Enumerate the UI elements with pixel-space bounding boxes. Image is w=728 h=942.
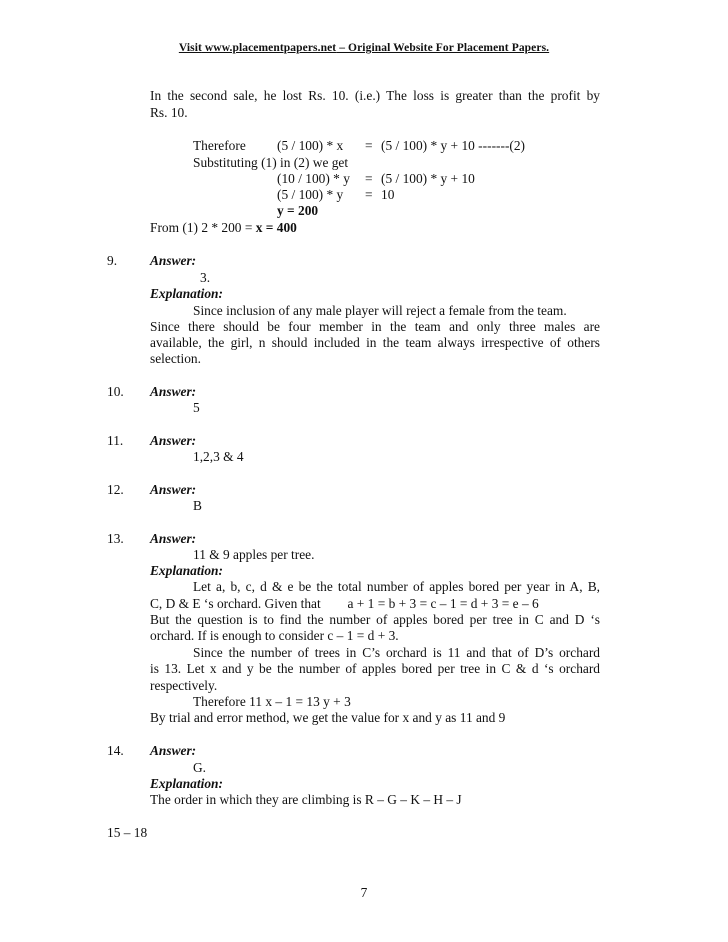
- result-y: y = 200: [277, 203, 319, 218]
- result-x: x = 400: [255, 220, 297, 235]
- q13-exp-line-8: Therefore 11 x – 1 = 13 y + 3: [193, 694, 351, 709]
- q11-number: 11.: [107, 433, 124, 448]
- eq3-op: =: [365, 187, 373, 202]
- q9-answer: 3.: [200, 270, 211, 285]
- q13-exp-line-2: C, D & E ‘s orchard. Given that a + 1 = b + 3 = c – 1 = d + 3 = e – 6: [150, 596, 539, 611]
- q12-answer-label: Answer:: [150, 482, 197, 497]
- q12-number: 12.: [107, 482, 124, 497]
- from-prefix: From (1) 2 * 200 =: [150, 220, 256, 235]
- q11-answer-label: Answer:: [150, 433, 197, 448]
- eq2-lhs: (10 / 100) * y: [277, 171, 350, 186]
- q13-exp-line-9: By trial and error method, we get the value for x and y as 11 and 9: [150, 710, 506, 725]
- q9-explanation-label: Explanation:: [150, 286, 223, 301]
- q9-exp-line-4: selection.: [150, 351, 201, 366]
- q9-exp-line-1: Since inclusion of any male player will reject a female from the team.: [193, 303, 567, 318]
- substituting-text: Substituting (1) in (2) we get: [193, 155, 349, 170]
- q14-exp-line-1: The order in which they are climbing is R – G – K – H – J: [150, 792, 462, 807]
- q13-exp-line-3: But the question is to find the number of apples bored per tree in C and D ‘s: [150, 612, 600, 627]
- q9-exp-line-3: available, the girl, n should included in the team always irrespective of others: [150, 335, 600, 350]
- q14-answer-label: Answer:: [150, 743, 197, 758]
- eq3-lhs: (5 / 100) * y: [277, 187, 344, 202]
- q9-exp-line-2: Since there should be four member in the team and only three males are: [150, 319, 600, 334]
- q13-explanation-label: Explanation:: [150, 563, 223, 578]
- eq1-lhs: (5 / 100) * x: [277, 138, 344, 153]
- q10-answer-label: Answer:: [150, 384, 197, 399]
- page-header: [0, 40, 728, 57]
- q13-exp-line-5: Since the number of trees in C’s orchard is 11 and that of D’s orchard: [193, 645, 600, 660]
- intro-line-2: Rs. 10.: [150, 105, 188, 120]
- eq3-rhs: 10: [381, 187, 395, 202]
- q10-answer: 5: [193, 400, 200, 415]
- page-number: 7: [360, 885, 368, 900]
- q12-answer: B: [193, 498, 202, 513]
- from-line: [150, 219, 297, 236]
- q14-number: 14.: [107, 743, 124, 758]
- q15-18-number: 15 – 18: [107, 825, 148, 840]
- intro-line-1: In the second sale, he lost Rs. 10. (i.e.) The loss is greater than the profit by: [150, 88, 600, 103]
- q9-answer-label: Answer:: [150, 253, 197, 268]
- eq1-op: =: [365, 138, 373, 153]
- header-visit: Visit: [178, 42, 202, 54]
- eq2-rhs: (5 / 100) * y + 10: [381, 171, 475, 186]
- eq1-rhs: (5 / 100) * y + 10 -------(2): [381, 138, 526, 153]
- q13-number: 13.: [107, 531, 124, 546]
- q13-answer: 11 & 9 apples per tree.: [193, 547, 315, 562]
- q13-exp-line-1: Let a, b, c, d & e be the total number of apples bored per year in A, B,: [193, 579, 600, 594]
- header-tagline: – Original Website For Placement Papers.: [336, 42, 550, 54]
- q14-explanation-label: Explanation:: [150, 776, 223, 791]
- therefore-label: Therefore: [193, 138, 246, 153]
- q10-number: 10.: [107, 384, 124, 399]
- q13-exp-line-4: orchard. If is enough to consider c – 1 = d + 3.: [150, 628, 399, 643]
- q13-exp-line-6: is 13. Let x and y be the number of apples bored per tree in C & d ‘s orchard: [150, 661, 600, 676]
- q13-exp-line-7: respectively.: [150, 678, 218, 693]
- q11-answer: 1,2,3 & 4: [193, 449, 244, 464]
- eq2-op: =: [365, 171, 373, 186]
- q14-answer: G.: [193, 760, 207, 775]
- q13-answer-label: Answer:: [150, 531, 197, 546]
- header-site-link[interactable]: www.placementpapers.net: [201, 42, 337, 54]
- q9-number: 9.: [107, 253, 118, 268]
